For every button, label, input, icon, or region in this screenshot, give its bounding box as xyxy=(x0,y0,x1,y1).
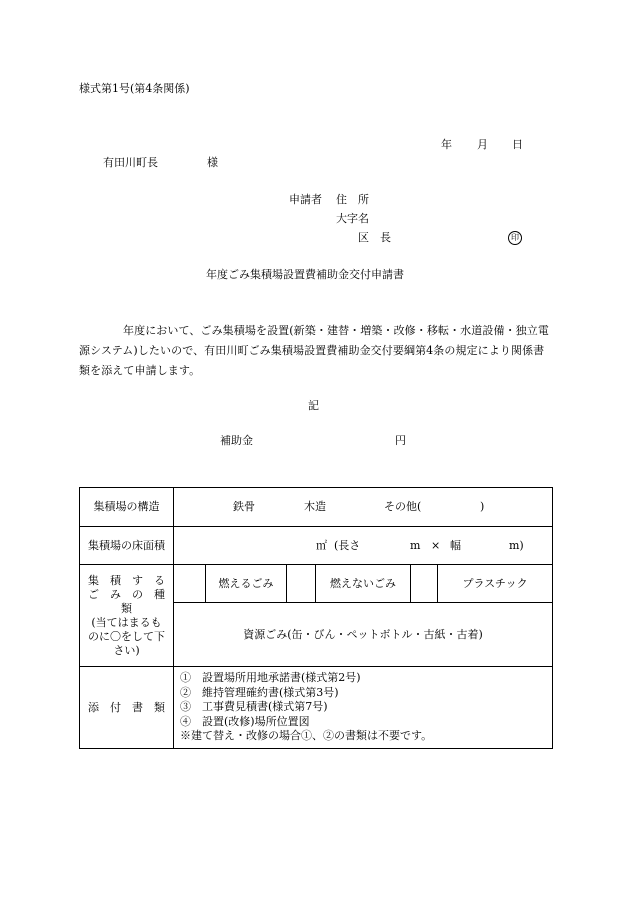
floor-area-row xyxy=(80,527,553,565)
waste-type-row xyxy=(80,565,553,603)
floor-area-width-unit: m) xyxy=(509,538,524,552)
structure-label: 集積場の構造 xyxy=(80,488,174,527)
structure-options-cell xyxy=(174,488,553,527)
option-non-burnable: 燃えないごみ xyxy=(316,565,411,603)
applicant-district-label: 大字名 xyxy=(336,212,369,225)
subsidy-label: 補助金 xyxy=(220,434,253,447)
attachments-label: 添 付 書 類 xyxy=(80,667,174,749)
structure-option-other: その他( xyxy=(384,500,422,513)
checkbox-plastic[interactable] xyxy=(411,565,438,603)
attachments-list xyxy=(174,667,553,749)
floor-area-label: 集積場の床面積 xyxy=(80,527,174,565)
floor-area-cell xyxy=(174,527,553,565)
floor-area-length-unit: m xyxy=(410,538,421,552)
attachment-note: ※建て替え・改修の場合①、②の書類は不要です。 xyxy=(180,729,433,743)
attachments-row xyxy=(80,667,553,749)
applicant-head-label: 区 長 xyxy=(358,231,391,244)
application-form-table xyxy=(79,487,553,749)
waste-type-label: 集 積 す る ご み の 種 類 (当てはまるも のに〇をして下 さい) xyxy=(80,565,174,667)
floor-area-width-label: 幅 xyxy=(450,538,461,552)
addressee-name: 有田川町長 xyxy=(103,156,158,169)
attachment-item: ② 維持管理確約書(様式第3号) xyxy=(180,685,339,699)
structure-option-steel: 鉄骨 xyxy=(233,500,255,513)
form-reference: 様式第1号(第4条関係) xyxy=(79,82,190,95)
floor-area-times: × xyxy=(431,538,441,552)
floor-area-length-label: (長さ xyxy=(334,538,361,552)
document-title: 年度ごみ集積場設置費補助金交付申請書 xyxy=(206,268,404,281)
structure-row xyxy=(80,488,553,527)
seal-mark: 印 xyxy=(508,231,522,245)
applicant-address-label: 住 所 xyxy=(336,193,369,206)
option-resources: 資源ごみ(缶・びん・ペットボトル・古紙・古着) xyxy=(174,603,553,667)
option-plastic: プラスチック xyxy=(438,565,553,603)
attachment-item: ① 設置場所用地承諾書(様式第2号) xyxy=(180,671,361,685)
ki-heading: 記 xyxy=(308,399,319,412)
addressee-honorific: 様 xyxy=(207,156,218,169)
checkbox-burnable[interactable] xyxy=(174,565,206,603)
attachment-item: ③ 工事費見積書(様式第7号) xyxy=(180,700,328,714)
date-year-label: 年 xyxy=(441,138,452,151)
structure-option-other-close: ) xyxy=(480,500,485,513)
option-burnable: 燃えるごみ xyxy=(206,565,287,603)
floor-area-unit: ㎡ xyxy=(316,538,327,552)
structure-option-wood: 木造 xyxy=(304,500,326,513)
subsidy-unit: 円 xyxy=(395,434,406,447)
attachment-item: ④ 設置(改修)場所位置図 xyxy=(180,714,310,728)
date-day-label: 日 xyxy=(512,138,523,151)
date-month-label: 月 xyxy=(477,138,488,151)
application-body-text: 年度において、ごみ集積場を設置(新築・建替・増築・改修・移転・水道設備・独立電源システム)したいので、有田川町ごみ集積場設置費補助金交付要綱第4条の規定により関係書類を添えて申請します。 xyxy=(79,324,549,377)
checkbox-non-burnable[interactable] xyxy=(287,565,316,603)
applicant-label: 申請者 xyxy=(289,193,322,206)
